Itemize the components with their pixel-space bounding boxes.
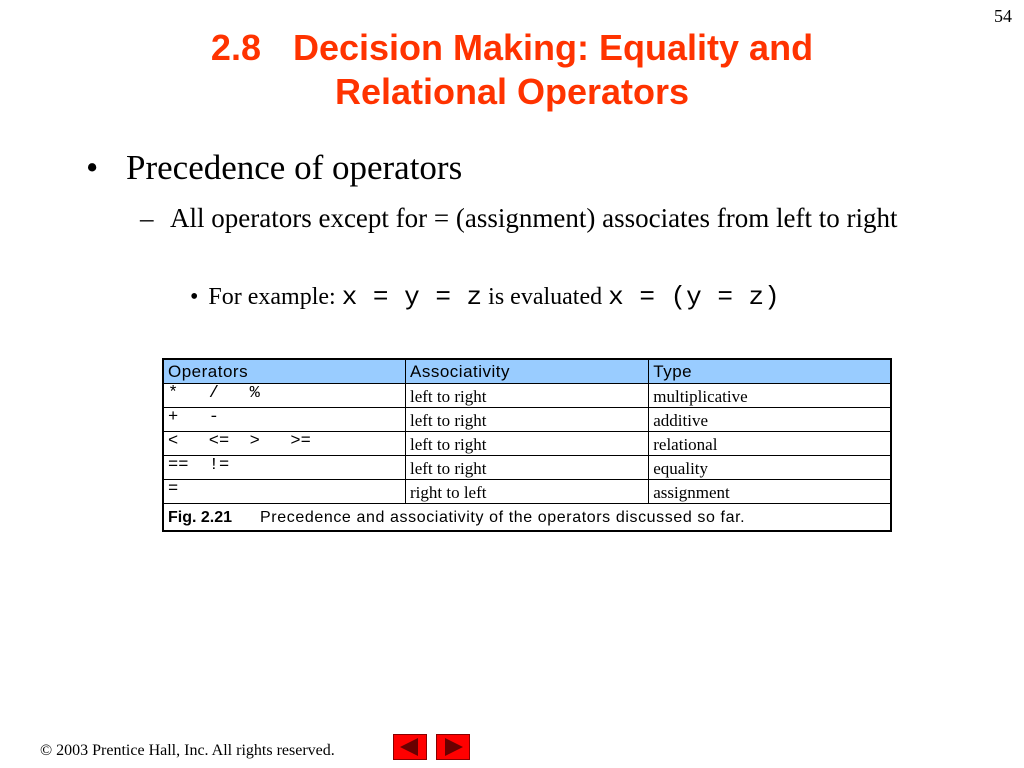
- table-row: [163, 480, 891, 504]
- example-code-1: x = y = z: [341, 282, 483, 312]
- table-header-row: [163, 359, 891, 384]
- table-caption: [163, 504, 891, 532]
- cell-operators: == !=: [163, 456, 406, 480]
- cell-type: multiplicative: [649, 384, 891, 408]
- example-code-2: x = (y = z): [608, 282, 780, 312]
- cell-operators: + -: [163, 408, 406, 432]
- title-line-2: Relational Operators: [334, 71, 690, 112]
- table-row: [163, 384, 891, 408]
- table-caption-row: [163, 504, 891, 532]
- page-number: 54: [994, 6, 1012, 26]
- cell-associativity: right to left: [406, 480, 649, 504]
- cell-type: additive: [649, 408, 891, 432]
- figure-caption-text: Precedence and associativity of the operators discussed so far.: [260, 509, 746, 526]
- bullet-level-2-text: All operators except for = (assignment) associates from left to right: [170, 203, 898, 233]
- left-arrow-icon: [394, 735, 426, 759]
- cell-type: assignment: [649, 480, 891, 504]
- cell-operators: * / %: [163, 384, 406, 408]
- section-number: 2.8: [210, 27, 261, 68]
- example-prefix: For example:: [208, 284, 336, 310]
- table-row: [163, 408, 891, 432]
- bullet-dot-small: •: [190, 284, 199, 310]
- bullet-level-3: [190, 282, 780, 312]
- operator-precedence-table: [162, 358, 892, 532]
- header-type: Type: [649, 359, 891, 384]
- right-arrow-icon: [437, 735, 469, 759]
- cell-operators: < <= > >=: [163, 432, 406, 456]
- bullet-dot: •: [86, 148, 99, 187]
- title-text-1: Decision Making: Equality and: [292, 27, 814, 68]
- previous-slide-button[interactable]: [393, 734, 427, 760]
- cell-associativity: left to right: [406, 408, 649, 432]
- table-row: [163, 432, 891, 456]
- copyright-footer: © 2003 Prentice Hall, Inc. All rights reserved.: [40, 742, 335, 759]
- cell-operators: =: [163, 480, 406, 504]
- next-slide-button[interactable]: [436, 734, 470, 760]
- figure-label: Fig. 2.21: [168, 509, 233, 526]
- cell-associativity: left to right: [406, 456, 649, 480]
- table-row: [163, 456, 891, 480]
- slide-title: [0, 26, 1024, 114]
- cell-type: equality: [649, 456, 891, 480]
- title-line-1: [0, 26, 1024, 70]
- cell-type: relational: [649, 432, 891, 456]
- bullet-dash: –: [140, 203, 154, 233]
- cell-associativity: left to right: [406, 384, 649, 408]
- header-associativity: Associativity: [406, 359, 649, 384]
- example-middle: is evaluated: [488, 284, 603, 310]
- cell-associativity: left to right: [406, 432, 649, 456]
- header-operators: Operators: [163, 359, 406, 384]
- bullet-level-1-text: Precedence of operators: [126, 148, 463, 187]
